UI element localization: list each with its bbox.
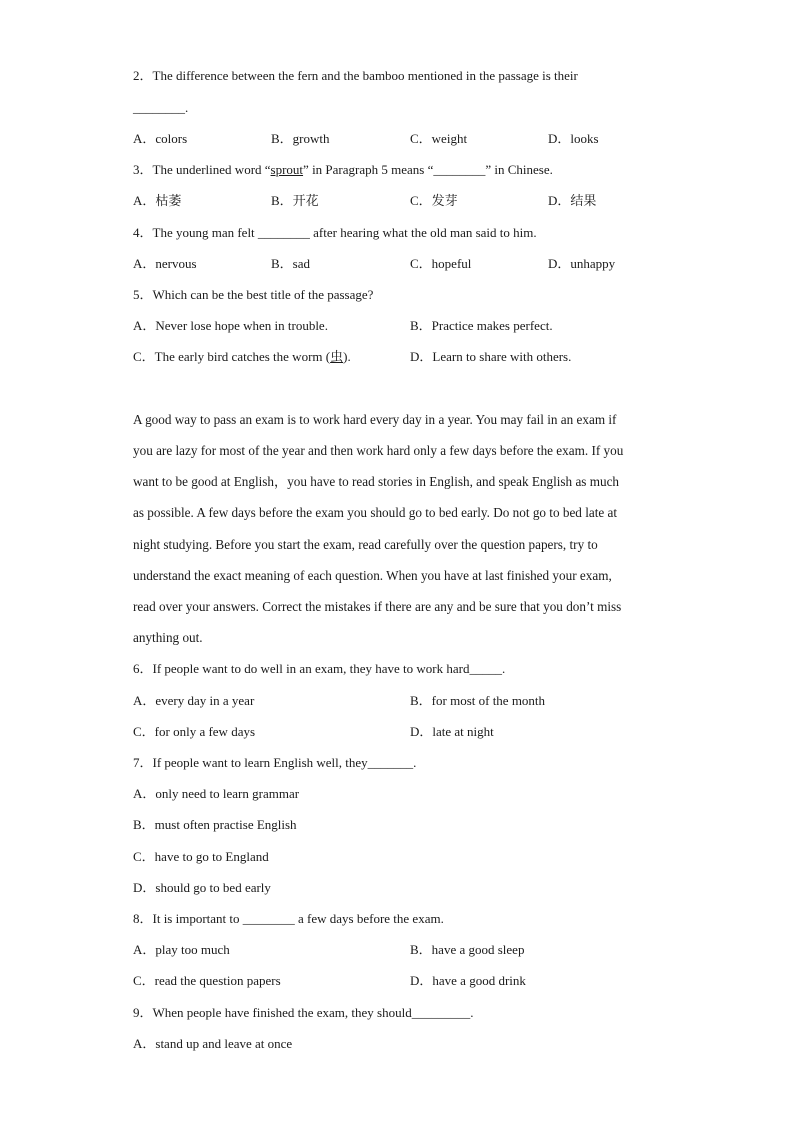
question-3-stem-end: ” in Paragraph 5 means “________” in Chinese. bbox=[303, 162, 553, 177]
question-9-option-a: A．stand up and leave at once bbox=[133, 1036, 293, 1051]
question-4-option-d: D．unhappy bbox=[548, 256, 616, 271]
underlined-word: sprout bbox=[270, 162, 304, 177]
question-4-stem: 4．The young man felt ________ after hearing what the old man said to him. bbox=[133, 225, 537, 240]
question-2-blank: ________. bbox=[133, 100, 189, 115]
question-6-stem: 6．If people want to do well in an exam, they have to work hard_____. bbox=[133, 661, 506, 676]
question-5-option-d: D．Learn to share with others. bbox=[410, 349, 572, 364]
passage-line-7: read over your answers. Correct the mistakes if there are any and be sure that you don’t miss bbox=[133, 599, 622, 614]
passage-line-2: you are lazy for most of the year and then work hard only a few days before the exam. If you bbox=[133, 443, 624, 458]
passage-line-4: as possible. A few days before the exam you should go to bed early. Do not go to bed late at bbox=[133, 505, 618, 520]
passage-line-5: night studying. Before you start the exam, read carefully over the question papers, try to bbox=[133, 537, 598, 552]
passage-line-3: want to be good at English，you have to read stories in English, and speak English as much bbox=[133, 474, 620, 489]
question-5-option-c-end: ). bbox=[343, 349, 351, 364]
question-2-stem: 2．The difference between the fern and the bamboo mentioned in the passage is their bbox=[133, 68, 578, 83]
question-7-option-c: C．have to go to England bbox=[133, 849, 269, 864]
question-6-option-d: D．late at night bbox=[410, 724, 494, 739]
question-5-option-c-underlined: 虫 bbox=[330, 349, 344, 364]
question-5-option-c bbox=[133, 349, 351, 365]
question-3-option-d: D．结果 bbox=[548, 193, 597, 208]
question-7-stem: 7．If people want to learn English well, they_______. bbox=[133, 755, 417, 770]
question-8-option-b: B．have a good sleep bbox=[410, 942, 525, 957]
question-3-option-a: A．枯萎 bbox=[133, 193, 182, 208]
question-6-option-a: A．every day in a year bbox=[133, 693, 255, 708]
question-5-option-c-text: C．The early bird catches the worm ( bbox=[133, 349, 331, 364]
question-5-option-a: A．Never lose hope when in trouble. bbox=[133, 318, 328, 333]
question-8-option-d: D．have a good drink bbox=[410, 973, 526, 988]
passage-line-8: anything out. bbox=[133, 630, 203, 645]
question-3-option-c: C．发芽 bbox=[410, 193, 458, 208]
question-4-option-b: B．sad bbox=[271, 256, 311, 271]
question-4-option-c: C．hopeful bbox=[410, 256, 472, 271]
question-4-option-a: A．nervous bbox=[133, 256, 197, 271]
question-5-option-b: B．Practice makes perfect. bbox=[410, 318, 553, 333]
question-2-option-b: B．growth bbox=[271, 131, 330, 146]
question-5-stem: 5．Which can be the best title of the passage? bbox=[133, 287, 374, 302]
question-7-option-b: B．must often practise English bbox=[133, 817, 297, 832]
question-8-option-c: C．read the question papers bbox=[133, 973, 281, 988]
question-7-option-d: D．should go to bed early bbox=[133, 880, 271, 895]
question-2-option-c: C．weight bbox=[410, 131, 468, 146]
question-8-option-a: A．play too much bbox=[133, 942, 230, 957]
question-8-stem: 8．It is important to ________ a few days before the exam. bbox=[133, 911, 444, 926]
question-2-option-d: D．looks bbox=[548, 131, 599, 146]
question-9-stem: 9．When people have finished the exam, they should_________. bbox=[133, 1005, 474, 1020]
question-3-option-b: B．开花 bbox=[271, 193, 319, 208]
question-7-option-a: A．only need to learn grammar bbox=[133, 786, 300, 801]
question-3-stem bbox=[133, 162, 553, 178]
passage-line-6: understand the exact meaning of each question. When you have at last finished your exam, bbox=[133, 568, 612, 583]
question-2-option-a: A．colors bbox=[133, 131, 188, 146]
passage-line-1: A good way to pass an exam is to work hard every day in a year. You may fail in an exam if bbox=[133, 412, 617, 427]
question-3-stem-start: 3．The underlined word “ bbox=[133, 162, 271, 177]
question-6-option-b: B．for most of the month bbox=[410, 693, 546, 708]
question-6-option-c: C．for only a few days bbox=[133, 724, 256, 739]
